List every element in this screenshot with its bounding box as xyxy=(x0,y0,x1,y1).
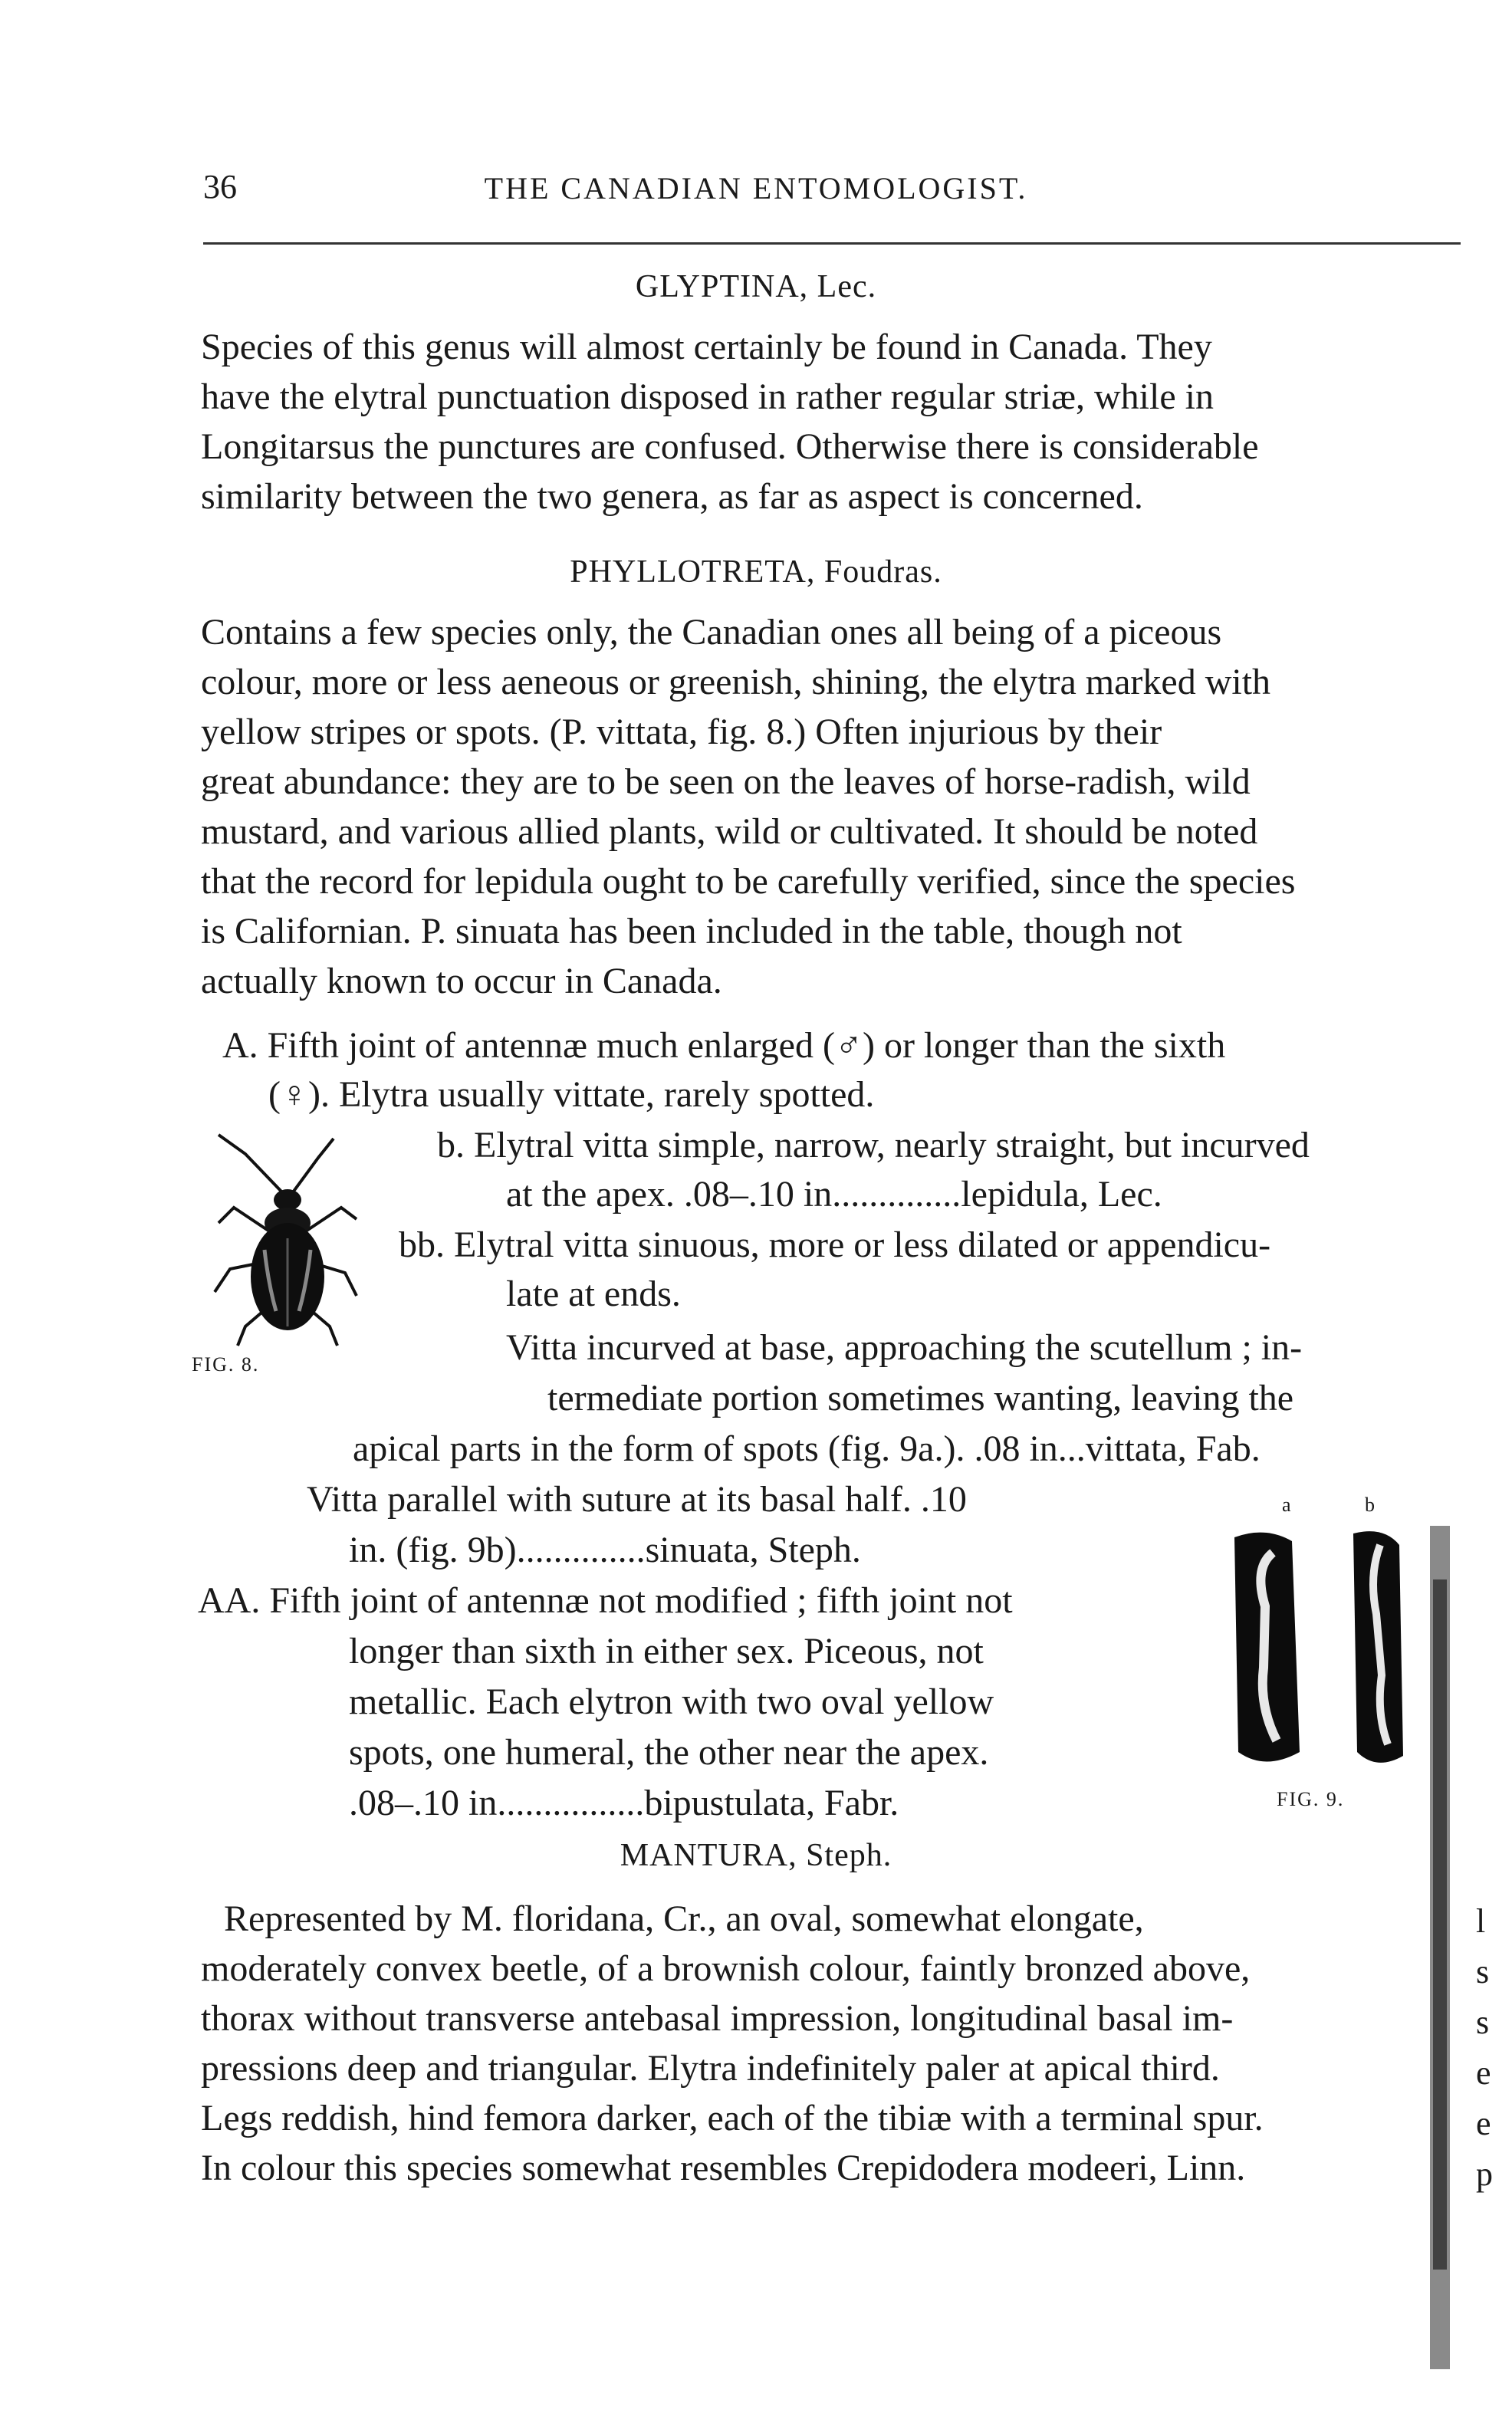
text-line: In colour this species somewhat resembles Crepidodera modeeri, Linn. xyxy=(201,2148,1246,2188)
key-A-line2: (♀). Elytra usually vittate, rarely spotted. xyxy=(268,1074,875,1115)
running-header: THE CANADIAN ENTOMOLOGIST. xyxy=(484,171,1028,205)
mantura-heading: MANTURA, Steph. xyxy=(620,1838,892,1873)
text-line: Legs reddish, hind femora darker, each of the tibiæ with a terminal spur. xyxy=(201,2098,1264,2138)
key-vitta1-line3: apical parts in the form of spots (fig. 9a.). .08 in...vittata, Fab. xyxy=(353,1428,1261,1469)
key-AA-line3: metallic. Each elytron with two oval yellow xyxy=(349,1681,994,1722)
text-line: thorax without transverse antebasal impression, longitudinal basal im- xyxy=(201,1998,1234,2039)
text-line: that the record for lepidula ought to be carefully verified, since the species xyxy=(201,861,1296,902)
key-bb-line2: late at ends. xyxy=(506,1274,681,1314)
page-number: 36 xyxy=(203,168,237,205)
gutter-scan-shadow xyxy=(1422,1181,1453,2408)
text-line: Longitarsus the punctures are confused. Otherwise there is considerable xyxy=(201,426,1259,467)
text-line: is Californian. P. sinuata has been included in the table, though not xyxy=(201,911,1182,952)
text-line: yellow stripes or spots. (P. vittata, fig. 8.) Often injurious by their xyxy=(201,712,1162,752)
key-b-line1: b. Elytral vitta simple, narrow, nearly straight, but incurved xyxy=(437,1125,1310,1165)
mantura-paragraph xyxy=(201,1894,1428,2193)
key-AA-line2: longer than sixth in either sex. Piceous, not xyxy=(349,1631,984,1671)
beetle-figure-8 xyxy=(192,1123,376,1353)
key-AA-line4: spots, one humeral, the other near the apex. xyxy=(349,1732,989,1773)
fig9-a-label: a xyxy=(1282,1494,1293,1516)
key-vitta1-line1: Vitta incurved at base, approaching the scutellum ; in- xyxy=(506,1327,1303,1368)
text-line: actually known to occur in Canada. xyxy=(201,961,722,1001)
key-AA-line5: .08–.10 in................bipustulata, Fabr. xyxy=(349,1783,899,1823)
phyllotreta-heading: PHYLLOTRETA, Foudras. xyxy=(570,554,942,590)
key-vitta2-line2: in. (fig. 9b)..............sinuata, Steph. xyxy=(349,1530,861,1570)
fig8-label: FIG. 8. xyxy=(192,1353,260,1376)
edge-letter: e xyxy=(1476,2105,1491,2142)
fig9-label: FIG. 9. xyxy=(1277,1788,1345,1810)
key-AA-line1: AA. Fifth joint of antennæ not modified ; fifth joint not xyxy=(198,1580,1013,1621)
edge-letter: p xyxy=(1476,2155,1493,2193)
text-line: colour, more or less aeneous or greenish, shining, the elytra marked with xyxy=(201,662,1271,702)
key-A-line1: A. Fifth joint of antennæ much enlarged (♂) or longer than the sixth xyxy=(222,1025,1226,1066)
text-line: Species of this genus will almost certainly be found in Canada. They xyxy=(201,327,1212,367)
edge-letter: e xyxy=(1476,2054,1491,2092)
fig9-b-label: b xyxy=(1365,1494,1376,1516)
key-b-line2: at the apex. .08–.10 in..............lepidula, Lec. xyxy=(506,1174,1162,1215)
glyptina-heading: GLYPTINA, Lec. xyxy=(635,269,877,304)
edge-letter: l xyxy=(1476,1902,1486,1940)
key-vitta2-line1: Vitta parallel with suture at its basal half. .10 xyxy=(307,1479,967,1520)
text-line: Represented by M. floridana, Cr., an oval, somewhat elongate, xyxy=(224,1898,1144,1939)
text-line: similarity between the two genera, as far as aspect is concerned. xyxy=(201,476,1143,517)
key-bb-line1: bb. Elytral vitta sinuous, more or less dilated or appendicu- xyxy=(399,1224,1271,1265)
header-rule xyxy=(203,242,1461,245)
key-vitta1-line2: termediate portion sometimes wanting, leaving the xyxy=(547,1378,1294,1418)
text-line: mustard, and various allied plants, wild or cultivated. It should be noted xyxy=(201,811,1258,852)
phyllotreta-paragraph xyxy=(201,607,1428,1006)
text-line: pressions deep and triangular. Elytra indefinitely paler at apical third. xyxy=(201,2048,1220,2089)
text-line: moderately convex beetle, of a brownish colour, faintly bronzed above, xyxy=(201,1948,1251,1989)
text-line: have the elytral punctuation disposed in rather regular striæ, while in xyxy=(201,376,1214,417)
text-line: great abundance: they are to be seen on the leaves of horse-radish, wild xyxy=(201,761,1251,802)
text-line: Contains a few species only, the Canadian ones all being of a piceous xyxy=(201,612,1222,652)
edge-letter: s xyxy=(1476,1953,1490,1990)
elytra-figure-9 xyxy=(1219,1522,1418,1775)
glyptina-paragraph xyxy=(201,322,1428,521)
edge-letter: s xyxy=(1476,2003,1490,2041)
